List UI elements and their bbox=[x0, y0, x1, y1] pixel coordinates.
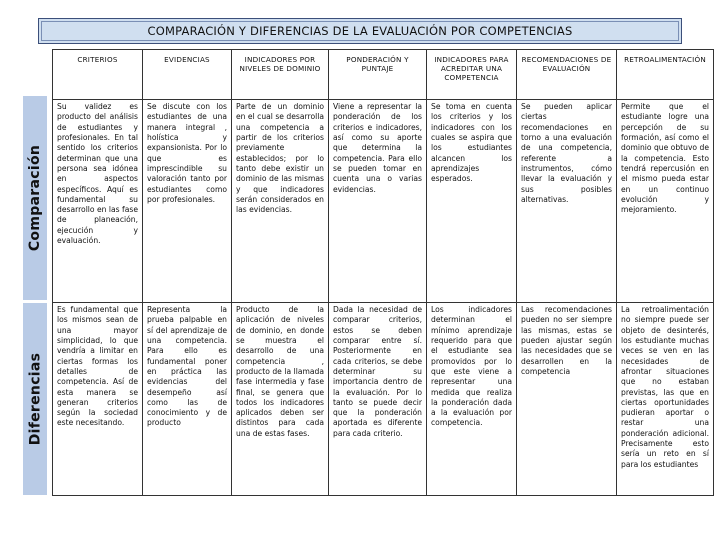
cell-comparacion-ponderacion: Viene a representar la ponderación de los criterios e indicadores, así como su aporte que determina la competencia. Para ello se pueden tomar en cuenta una o varias evidencias. bbox=[329, 100, 427, 303]
side-label-diferencias bbox=[23, 303, 47, 495]
header-indicadores-acreditar: INDICADORES PARA ACREDITAR UNA COMPETENCIA bbox=[427, 50, 517, 100]
cell-comparacion-indicadores-niveles: Parte de un dominio en el cual se desarrolla una competencia a partir de los criterios previamente establecidos; por lo tanto debe existir un dominio de las mismas y que indicadores serán considerados en las evidencias. bbox=[232, 100, 329, 303]
cell-comparacion-evidencias: Se discute con los estudiantes de una manera integral , holística y expansionista. Por lo que es imprescindible su valoración tanto por estudiantes como por profesionales. bbox=[143, 100, 232, 303]
header-evidencias: EVIDENCIAS bbox=[143, 50, 232, 100]
cell-comparacion-indicadores-acreditar: Se toma en cuenta los criterios y los indicadores con los cuales se aspira que los estudiantes alcancen los aprendizajes esperados. bbox=[427, 100, 517, 303]
header-recomendaciones: RECOMENDACIONES DE EVALUACIÓN bbox=[517, 50, 617, 100]
page-title bbox=[38, 18, 682, 44]
side-label-comparacion bbox=[23, 96, 47, 300]
cell-comparacion-recomendaciones: Se pueden aplicar ciertas recomendaciones en torno a una evaluación de una competencia, referente a instrumentos, cómo llevar la evaluación y sus posibles alternativas. bbox=[517, 100, 617, 303]
cell-diferencias-evidencias: Representa la prueba palpable en sí del aprendizaje de una competencia. Para ello es fundamental poner en práctica las evidencias del desempeño así como las de conocimiento y de producto bbox=[143, 303, 232, 496]
cell-comparacion-retroalimentacion: Permite que el estudiante logre una percepción de su formación, así como el dominio que obtuvo de la competencia. Esto tendrá repercusión en el mismo pueda estar en un continuo evolución y mejoramiento. bbox=[617, 100, 714, 303]
table-row-comparacion bbox=[53, 100, 714, 303]
side-label-diferencias-text: Diferencias bbox=[27, 352, 43, 446]
header-retroalimentacion: RETROALIMENTACIÓN bbox=[617, 50, 714, 100]
page-title-text: COMPARACIÓN Y DIFERENCIAS DE LA EVALUACIÓN POR COMPETENCIAS bbox=[147, 24, 573, 38]
header-row bbox=[53, 50, 714, 100]
header-indicadores-niveles: INDICADORES POR NIVELES DE DOMINIO bbox=[232, 50, 329, 100]
table-row-diferencias bbox=[53, 303, 714, 496]
cell-diferencias-recomendaciones: Las recomendaciones pueden no ser siempre las mismas, estas se pueden ajustar según las necesidades que se desarrollen en la competencia bbox=[517, 303, 617, 496]
cell-diferencias-indicadores-niveles: Producto de la aplicación de niveles de dominio, en donde se muestra el desarrollo de una competencia , producto de la llamada fase intermedia y fase final, se genera que todos los indicadores aplicados deben ser distintos para cada una de estas fases. bbox=[232, 303, 329, 496]
cell-comparacion-criterios: Su validez es producto del análisis de estudiantes y profesionales. En tal sentido los criterios determinan que una persona sea idónea en aspectos específicos. Aquí es fundamental su desarrollo en las fase de planeación, ejecución y evaluación. bbox=[53, 100, 143, 303]
cell-diferencias-indicadores-acreditar: Los indicadores determinan el mínimo aprendizaje requerido para que el estudiante sea promovidos por lo que este viene a representar una medida que realiza la ponderación dada a la evaluación por competencia. bbox=[427, 303, 517, 496]
cell-diferencias-retroalimentacion: La retroalimentación no siempre puede ser objeto de desinterés, los estudiante muchas veces se ven en las necesidades de afrontar situaciones que no estaban previstas, las que en ciertas oportunidades pudieran aportar o restar una ponderación adicional. Precisamente esto sería un reto en sí para los estudiantes bbox=[617, 303, 714, 496]
cell-diferencias-ponderacion: Dada la necesidad de comparar criterios, estos se deben comparar entre sí. Posteriormente en cada criterios, se debe determinar su importancia dentro de la evaluación. Por lo tanto se puede decir que la ponderación aportada es diferente para cada criterio. bbox=[329, 303, 427, 496]
header-ponderacion: PONDERACIÓN Y PUNTAJE bbox=[329, 50, 427, 100]
cell-diferencias-criterios: Es fundamental que los mismos sean de una mayor simplicidad, lo que vendría a limitar en ciertas formas los detalles de competencia. Así de esta manera se generan criterios según la sociedad este necesitando. bbox=[53, 303, 143, 496]
side-label-comparacion-text: Comparación bbox=[27, 144, 44, 252]
comparison-table bbox=[52, 49, 714, 496]
header-criterios: CRITERIOS bbox=[53, 50, 143, 100]
